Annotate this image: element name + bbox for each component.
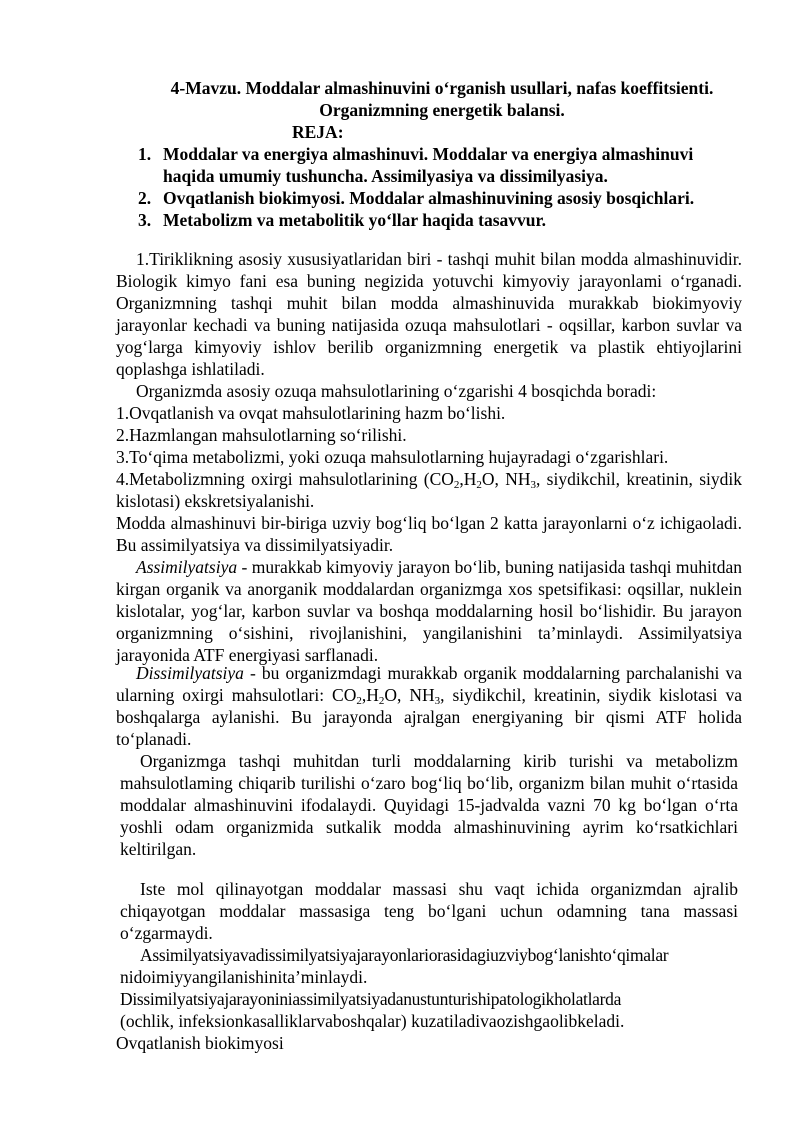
paragraph-assimilation [116,556,742,666]
subscript: 3 [434,695,441,707]
stage-4-text: 4.Metabolizmning oxirgi mahsulotlarining (CO [116,469,454,489]
stage-4-text: ,H [459,469,477,489]
subscript: 2 [453,479,460,491]
paragraph-two-processes: Modda almashinuvi bir-biriga uzviy bog‘liq bo‘lgan 2 katta jarayonlarni o‘z ichigaoladi. Bu assimilyatsiya va dissimilyatsiyadir. [116,513,742,555]
assimilation-text: - murakkab kimyoviy jarayon bo‘lib, buning natijasida tashqi muhitdan kirgan organik va anorganik moddalardan organizmga xos spetsifikasi: oqsillar, nuklein kislotalar, yog‘lar, karbon suvlar va boshqa moddalarning hosil bo‘lishidir. Bu jarayon organizmning o‘sishini, rivojlanishini, yangilanishini ta’minlaydi. Assimilyatsiya jarayonida ATF energiyasi sarflanadi. [116,557,742,665]
plan-item-text: Metabolizm va metabolitik yo‘llar haqida tasavvur. [163,210,547,230]
subscript: 2 [356,695,362,707]
paragraph-dissimilation [116,662,742,750]
dissimilation-text: - bu organizmdagi murakkab organik moddalarning parchalanishi va ularning oxirgi mahsulotlari: CO [116,663,742,705]
subscript: 2 [476,479,482,491]
plan-item-3 [138,209,748,231]
plan-item-number: 1. [138,144,152,164]
dissimilation-text: , siydikchil, kreatinin, siydik kislotasi va boshqalarga aylanishi. Bu jarayonda ajralgan energiyaning bir qismi ATF holida to‘planadi. [116,685,742,749]
plan-item-text: Ovqatlanish biokimyosi. Moddalar almashinuvining asosiy bosqichlari. [163,188,695,208]
stage-4 [116,468,742,512]
line-dissimilation-pathology-cont: (ochlik, infeksionkasalliklarvaboshqalar) kuzatiladivaozishgaolibkeladi. [120,1011,625,1031]
dissimilation-text: O, NH [384,685,435,705]
plan-item-number: 3. [138,210,152,230]
paragraph-metabolism-exchange: Organizmga tashqi muhitdan turli moddalarning kirib turishi va metabolizm mahsulotlaming chiqarib turilishi o‘zaro bog‘liq bo‘lib, organizm bilan muhit o‘rtasida moddalar almashinuvini ifodalaydi. Quyidagi 15-jadvalda vazni 70 kg bo‘lgan o‘rta yoshli odam organizmida sutkalik modda almashinuvining ayrim ko‘rsatkichlari keltirilgan. [120,751,738,859]
stage-3: 3.To‘qima metabolizmi, yoki ozuqa mahsulotlarning hujayradagi o‘zgarishlari. [116,447,669,467]
title-line-1: 4-Mavzu. Moddalar almashinuvini o‘rganish usullari, nafas koeffitsienti. [170,78,714,98]
subscript: 2 [378,695,385,707]
title-line-2: Organizmning energetik balansi. [319,100,565,120]
paragraph-body-mass: Iste mol qilinayotgan moddalar massasi shu vaqt ichida organizmdan ajralib chiqayotgan moddalar massasiga teng bo‘lgani uchun odamning tana massasi o‘zgarmaydi. [120,879,738,943]
term-assimilation: Assimilyatsiya [136,557,238,577]
term-dissimilation: Dissimilyatsiya [136,663,244,683]
line-dissimilation-pathology: Dissimilyatsiyajarayoniniassimilyatsiyadanustunturishipatologikholatlarda [120,989,622,1009]
plan-item-text: Moddalar va energiya almashinuvi. Moddalar va energiya almashinuvi haqida umumiy tushuncha. Assimilyasiya va dissimilyasiya. [163,144,694,186]
stage-1: 1.Ovqatlanish va ovqat mahsulotlarining hazm bo‘lishi. [116,403,506,423]
stage-4-text: O, NH [481,469,531,489]
paragraph-intro: 1.Tiriklikning asosiy xususiyatlaridan biri - tashqi muhit bilan modda almashinuvidir. Biologik kimyo fani esa buning negizida yotuvchi kimyoviy jarayonlami o‘rganadi. Organizmning tashqi muhit bilan modda almashinuvida murakkab biokimyoviy jarayonlar kechadi va buning natijasida ozuqa mahsulotlari - oqsillar, karbon suvlar va yog‘larga kimyoviy ishlov berilib organizmning energetik va plastik ehtiyojlarini qoplashga ishlatiladi. [116,249,742,379]
plan-heading: REJA: [292,122,344,142]
dissimilation-text: ,H [361,685,379,705]
stage-4-text: , siydikchil, kreatinin, siydik kislotasi) ekskretsiyalanishi. [116,469,742,511]
plan-item-number: 2. [138,188,152,208]
plan-item-1 [138,143,748,187]
stage-2: 2.Hazmlangan mahsulotlarning so‘rilishi. [116,425,407,445]
line-assimilation-link: Assimilyatsiyavadissimilyatsiyajarayonlariorasidagiuzviybog‘lanishto‘qimalar [140,945,669,965]
line-assimilation-link-cont: nidoimiyyangilanishinita’minlaydi. [120,967,368,987]
section-heading-nutrition: Ovqatlanish biokimyosi [116,1033,284,1053]
plan-item-2 [138,187,748,209]
paragraph-stages-intro: Organizmda asosiy ozuqa mahsulotlarining o‘zgarishi 4 bosqichda boradi: [136,381,657,401]
subscript: 3 [530,479,536,491]
